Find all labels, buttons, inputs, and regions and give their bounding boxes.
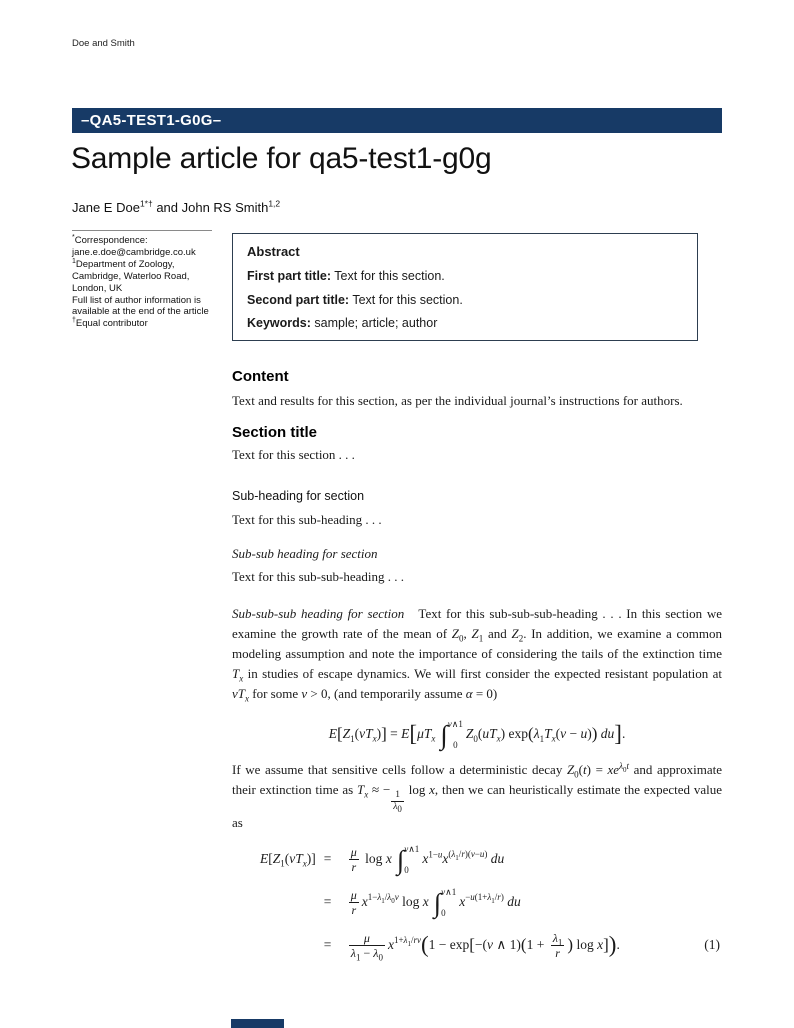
equation-rhs: $\frac{\mu}{\lambda_1 - \lambda_0}$ $x^{1+\lambda_1/rv}(1 - \exp[-(v$ ∧ 1)(1 + $\frac{\lambda_1}{r}$ ) log x]). — [350, 930, 620, 963]
equation-rhs: $\frac{\mu}{r}$ $x^{1-\lambda_1/\lambda_0v}$ log x ∫ v∧1 0 $x^{-u(1+\lambda_1/r)}$ du — [350, 886, 521, 918]
next-page-band — [231, 1019, 284, 1028]
sidebar-line-note-2: available at the end of the article — [72, 306, 209, 318]
sidebar-line-department: $^1$Department of Zoology, — [72, 257, 175, 270]
abstract-item-first — [247, 269, 683, 283]
sub-heading: Sub-heading for section — [232, 489, 365, 503]
equation-rhs: $\frac{\mu}{r}$ log x ∫ v∧1 0 $x^{1-u}x^{(\lambda_1/r)(v-u)}$ du — [350, 843, 505, 875]
equation-number — [720, 894, 722, 912]
sub-sub-heading: Sub-sub heading for section — [232, 546, 378, 561]
abstract-item-text: Text for this section. — [349, 292, 463, 307]
abstract-box — [232, 233, 698, 341]
equation-relation: = — [323, 936, 332, 952]
main-column — [232, 360, 722, 961]
abstract-heading: Abstract — [247, 244, 300, 259]
author-info-sidebar — [72, 230, 218, 330]
sub-sub-sub-paragraph: Sub-sub-sub heading for section Text for this sub-sub-sub-heading . . . In this section we examine the growth rate of the mean of $Z_0$, $Z_1$ and $Z_2$. In addition, we examine a common modeling assumption and note the importance of considering the tails of the extinction time $T_x$ in studies of escape dynamics. We will first consider the expected resistant population at $vT_x$ for some v > 0, (and temporarily assume α = 0) — [232, 606, 723, 704]
equation-number — [720, 851, 722, 869]
equation-number: (1) — [704, 936, 720, 952]
section-title-heading: Section title — [232, 424, 318, 441]
sidebar-line-correspondence: *Correspondence: — [72, 233, 148, 246]
abstract-item-text: Text for this section. — [331, 269, 445, 283]
authors-line: Jane E Doe$^{1*\dagger}$ and John RS Smith$^{1,2}$ — [72, 198, 281, 215]
abstract-item-label: Second part title: — [247, 292, 350, 307]
sidebar-line-equal-contributor: †Equal contributor — [72, 317, 148, 330]
content-heading: Content — [232, 368, 289, 385]
equation-lhs: $E[Z_1(vT_x)]$ — [260, 850, 316, 869]
running-head: Doe and Smith — [72, 38, 135, 49]
abstract-item-text: sample; article; author — [310, 316, 438, 330]
sidebar-line-note-1: Full list of author information is — [72, 294, 201, 306]
banner-text: –QA5-TEST1-G0G– — [81, 112, 222, 129]
sub-heading-text: Text for this sub-heading . . . — [232, 512, 382, 527]
sidebar-rule — [72, 230, 212, 231]
display-equation-array — [260, 845, 722, 961]
equation-lhs — [260, 937, 316, 955]
article-title: Sample article for qa5-test1-g0g — [71, 142, 492, 175]
equation-relation: = — [323, 850, 332, 866]
section-text: Text for this section . . . — [232, 447, 355, 462]
journal-banner — [72, 108, 722, 133]
abstract-item-keywords — [247, 316, 683, 330]
sidebar-line-city: London, UK — [72, 282, 123, 294]
abstract-item-second — [247, 293, 683, 307]
sidebar-line-email: jane.e.doe@cambridge.co.uk — [72, 246, 196, 258]
display-equation-unnumbered: $E[Z_1(vT_x)] = E[\mu T_x$ ∫ v∧1 0 $Z_0(uT_x) \exp(\lambda_1T_x(v - u))$ du]. — [328, 719, 626, 751]
decay-paragraph: If we assume that sensitive cells follow a deterministic decay $Z_0(t) = xe^{\lambda_0t}$ and approximate their extinction time as $T_x$ ≈ − $\frac{1}{\lambda_0}$ log x, then we can heuristically estimate the expected value as — [232, 760, 722, 830]
sub-sub-heading-text: Text for this sub-sub-heading . . . — [232, 569, 405, 584]
sidebar-line-address: Cambridge, Waterloo Road, — [72, 270, 190, 282]
abstract-item-label: First part title: — [247, 269, 332, 283]
equation-relation: = — [323, 893, 332, 909]
equation-lhs — [260, 894, 316, 912]
content-paragraph: Text and results for this section, as per the individual journal’s instructions for authors. — [232, 393, 683, 408]
abstract-item-label: Keywords: — [247, 316, 311, 330]
